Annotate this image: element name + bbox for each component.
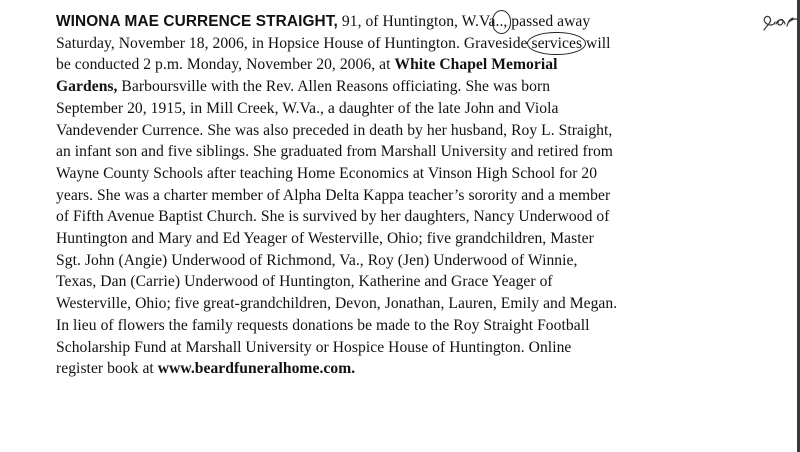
obituary-line-3 <box>56 54 756 76</box>
line-3-text: be conducted 2 p.m. Monday, November 20, 2006, at <box>56 56 395 74</box>
obituary-line-14: Westerville, Ohio; five great-grandchildren, Devon, Jonathan, Lauren, Emily and Megan. <box>56 295 618 313</box>
obituary-line-9: years. She was a charter member of Alpha Delta Kappa teacher’s sorority and a member <box>56 186 611 204</box>
obituary-line-4 <box>56 76 756 98</box>
line-2-text: Saturday, November 18, 2006, in Hopsice House of Huntington. Graveside <box>56 34 532 52</box>
obituary-line-8: Wayne County Schools after teaching Home Economics at Vinson High School for 20 <box>56 164 598 182</box>
obituary-line-13: Texas, Dan (Carrie) Underwood of Huntington, Katherine and Grace Yeager of <box>56 273 553 291</box>
obituary-line-11: Huntington and Mary and Ed Yeager of Westerville, Ohio; five grandchildren, Master <box>56 230 594 248</box>
cemetery-name-cont: Gardens, <box>56 78 118 96</box>
line-4-text: Barboursville with the Rev. Allen Reasons officiating. She was born <box>117 78 551 96</box>
obituary-line-2 <box>56 33 756 55</box>
circled-word-services: services <box>531 33 582 55</box>
handwritten-margin-note <box>760 2 800 46</box>
obituary-line-6: Vandevender Currence. She was also preceded in death by her husband, Roy L. Straight, <box>56 121 613 139</box>
obituary-text-block <box>56 11 756 380</box>
line-1-end: passed away <box>507 13 591 30</box>
obituary-line-1 <box>56 11 756 33</box>
line-2-end: will <box>582 34 611 52</box>
line-1-text: 91, of Huntington, W.Va <box>337 13 496 30</box>
funeral-home-website: www.beardfuneralhome.com. <box>157 360 356 378</box>
obituary-line-15: In lieu of flowers the family requests donations be made to the Roy Straight Football <box>56 316 590 334</box>
obituary-line-10: of Fifth Avenue Baptist Church. She is survived by her daughters, Nancy Underwood of <box>56 208 610 226</box>
obituary-line-12: Sgt. John (Angie) Underwood of Richmond, Va., Roy (Jen) Underwood of Winnie, <box>56 251 578 269</box>
line-17-text: register book at <box>56 360 158 378</box>
cemetery-name: White Chapel Memorial <box>394 56 558 74</box>
handwritten-circle-mark: .., <box>496 11 508 33</box>
obituary-line-7: an infant son and five siblings. She graduated from Marshall University and retired from <box>56 143 613 161</box>
obituary-line-17 <box>56 358 756 380</box>
decedent-name: WINONA MAE CURRENCE STRAIGHT, <box>56 13 338 30</box>
obituary-line-5: September 20, 1915, in Mill Creek, W.Va., a daughter of the late John and Viola <box>56 99 559 117</box>
obituary-line-16: Scholarship Fund at Marshall University or Hospice House of Huntington. Online <box>56 338 572 356</box>
